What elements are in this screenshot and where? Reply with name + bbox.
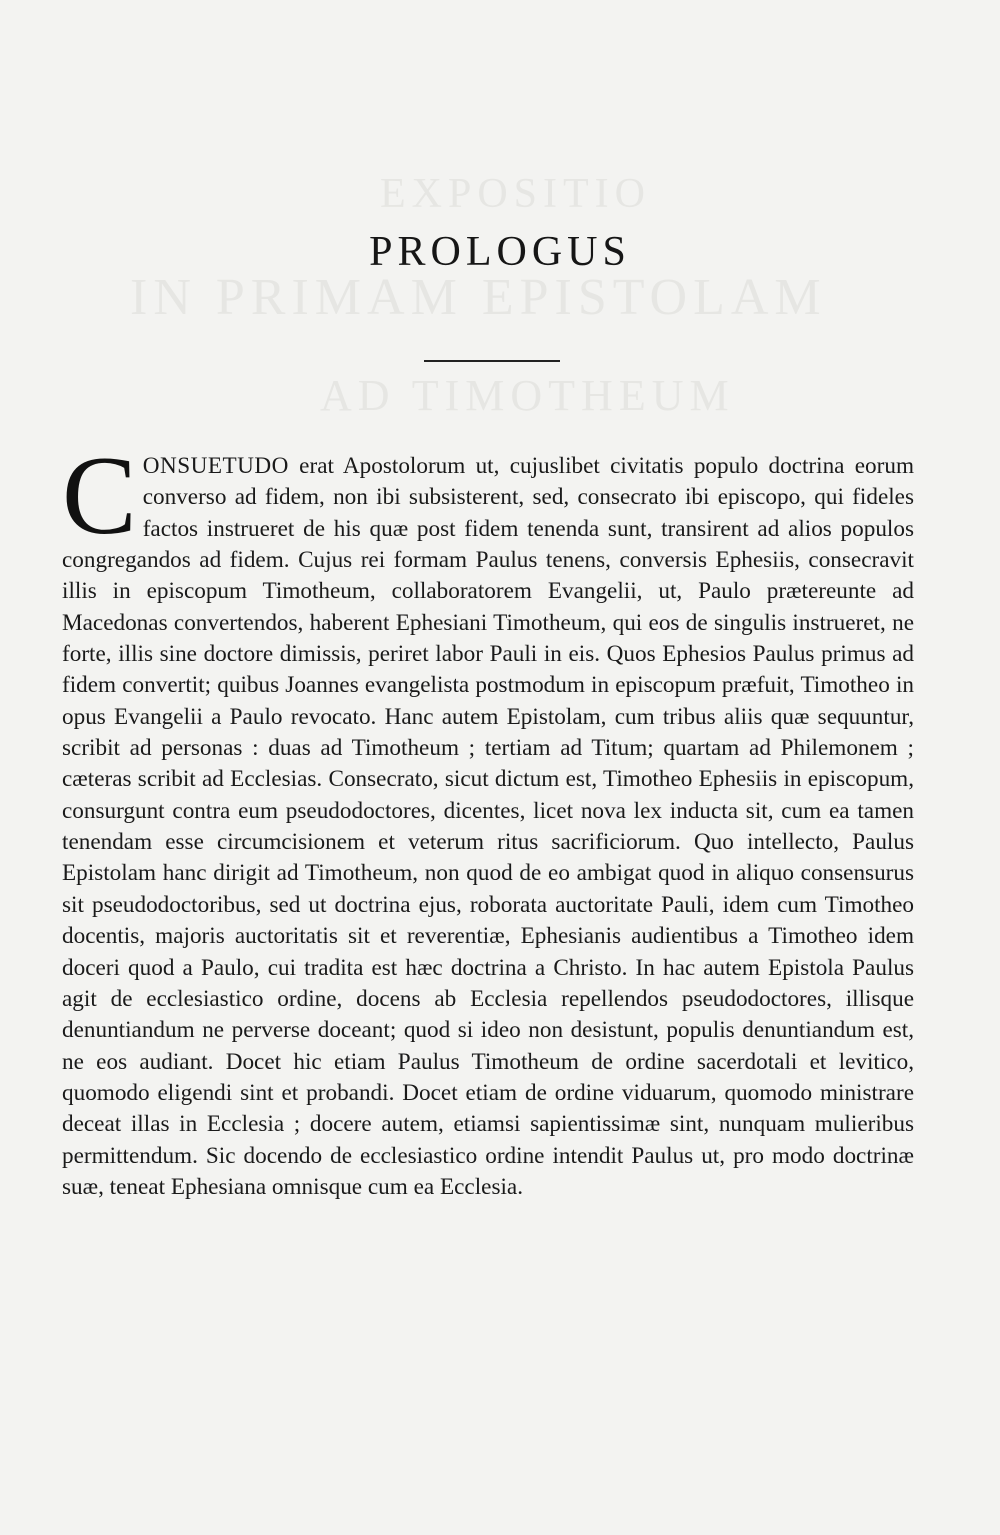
show-through-heading-1: EXPOSITIO bbox=[380, 171, 651, 217]
paragraph-text: erat Apostolorum ut, cujuslibet civitatis populo doctrina eorum converso ad fidem, non ibi subsisterent, sed, consecrato ibi episcopo, qui fideles factos instrueret de his quæ post fidem tenenda sunt, transirent ad alios populos congregandos ad fidem. Cujus rei formam Paulus tenens, conversis Ephesiis, consecravit illis in episcopum Timotheum, collaboratorem Evangelii, ut, Paulo prætereunte ad Macedonas convertendos, haberent Ephesiani Timotheum, qui eos de singulis instrueret, ne forte, illis sine doctore dimissis, periret labor Pauli in eis. Quos Ephesios Paulus primus ad fidem convertit; quibus Joannes evangelista postmodum in episcopum præfuit, Timotheo in opus Evangelii a Paulo revocato. Hanc autem Epistolam, cum tribus aliis quæ sequuntur, scribit ad personas : duas ad Timotheum ; tertiam ad Titum; quartam ad Philemonem ; cæteras scribit ad Ecclesias. Consecrato, sicut dictum est, Timotheo Ephesiis in episcopum, consurgunt contra eum pseudodoctores, dicentes, licet nova lex inducta sit, cum ea tamen tenendam esse circumcisionem et veterum ritus sacrificiorum. Quo intellecto, Paulus Epistolam hanc dirigit ad Timotheum, non quod de eo ambigat quod in aliquo consensurus sit pseudodoctoribus, sed ut doctrina ejus, roborata auctoritate Pauli, idem cum Timotheo docentis, majoris auctoritatis sit et reverentiæ, Ephesianis audientibus a Timotheo idem doceri quod a Paulo, cui tradita est hæc doctrina a Christo. In hac autem Epistola Paulus agit de ecclesiastico ordine, docens ab Ecclesia repellendos pseudodoctores, illisque denuntiandum ne perverse doceant; quod si ideo non desistunt, populis denuntiandum est, ne eos audiant. Docet hic etiam Paulus Timotheum de ordine sacerdotali et levitico, quomodo eligendi sint et probandi. Docet etiam de ordine viduarum, quomodo ministrare deceat illas in Ecclesia ; docere autem, etiamsi sapientissimæ sint, nunquam mulieribus permittendum. Sic docendo de ecclesiastico ordine intendit Paulus ut, pro modo doctrinæ suæ, teneat Ephesiana omnisque cum ea Ecclesia. bbox=[62, 453, 914, 1200]
title-rule bbox=[424, 360, 560, 362]
first-word: ONSUETUDO bbox=[142, 453, 289, 479]
page-title: PROLOGUS bbox=[369, 229, 631, 275]
drop-cap: C bbox=[62, 434, 137, 558]
prologue-paragraph bbox=[62, 434, 914, 1203]
show-through-heading-3: AD TIMOTHEUM bbox=[320, 371, 735, 420]
show-through-heading-2: IN PRIMAM EPISTOLAM bbox=[130, 269, 827, 326]
